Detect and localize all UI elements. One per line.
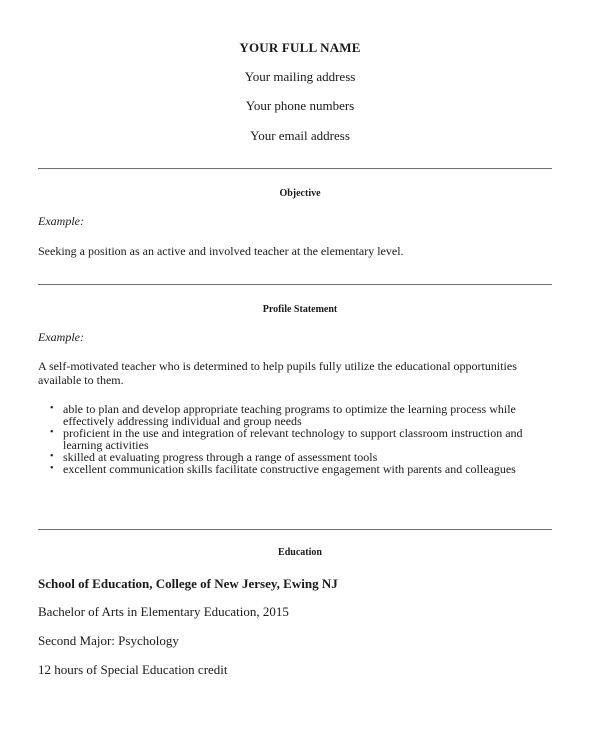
- section-divider: [38, 284, 552, 285]
- list-item: [38, 463, 552, 475]
- list-item: [38, 403, 552, 427]
- education-heading: Education: [278, 547, 322, 558]
- profile-heading: Profile Statement: [262, 304, 338, 315]
- list-item: [38, 427, 552, 451]
- profile-example-label: Example:: [38, 330, 84, 344]
- profile-bullet-list: [38, 403, 552, 475]
- degree: Bachelor of Arts in Elementary Education, 2015: [38, 604, 289, 619]
- email-address: Your email address: [250, 128, 350, 143]
- full-name: YOUR FULL NAME: [239, 40, 361, 55]
- phone-numbers: Your phone numbers: [245, 98, 355, 113]
- bullet-text: excellent communication skills facilitate constructive engagement with parents and colleagues: [63, 462, 516, 476]
- second-major: Second Major: Psychology: [38, 633, 179, 648]
- objective-example-label: Example:: [38, 214, 84, 228]
- section-divider: [38, 529, 552, 530]
- bullet-text: able to plan and develop appropriate teaching programs to optimize the learning process while effectively addressing individual and group needs: [63, 402, 516, 428]
- bullet-icon: •: [50, 403, 54, 414]
- objective-heading: Objective: [279, 188, 321, 199]
- bullet-text: skilled at evaluating progress through a range of assessment tools: [63, 450, 378, 464]
- bullet-icon: •: [50, 463, 54, 474]
- bullet-text: proficient in the use and integration of relevant technology to support classroom instruction and learning activities: [63, 426, 523, 452]
- section-divider: [38, 168, 552, 169]
- school-name: School of Education, College of New Jersey, Ewing NJ: [38, 576, 338, 591]
- objective-text: Seeking a position as an active and involved teacher at the elementary level.: [38, 244, 404, 258]
- special-education-credit: 12 hours of Special Education credit: [38, 662, 228, 677]
- bullet-icon: •: [50, 427, 54, 438]
- bullet-icon: •: [50, 451, 54, 462]
- profile-text: A self-motivated teacher who is determined to help pupils fully utilize the educational opportunities available to them.: [38, 359, 517, 387]
- mailing-address: Your mailing address: [244, 69, 356, 84]
